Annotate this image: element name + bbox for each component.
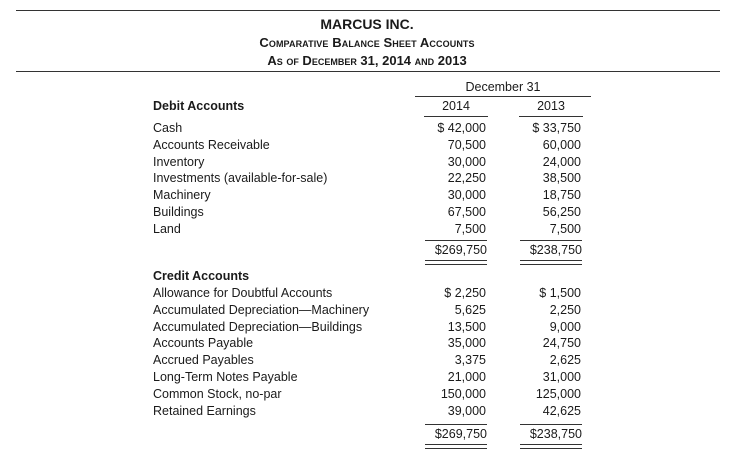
credit-section-heading: Credit Accounts	[153, 269, 250, 283]
table-row	[0, 137, 734, 154]
amount-2014: 13,500	[447, 319, 486, 334]
top-rule	[16, 10, 720, 11]
amount-2014: 35,000	[447, 336, 486, 351]
table-row	[0, 221, 734, 238]
amount-2013: 7,500	[549, 221, 581, 236]
column-rule-2013	[519, 116, 583, 117]
table-row	[0, 403, 734, 420]
account-label: Long-Term Notes Payable	[153, 370, 298, 384]
credit-total-2014: $269,750	[434, 427, 487, 441]
amount-2014: 5,625	[454, 302, 486, 317]
account-label: Accounts Payable	[153, 336, 254, 351]
amount-2013: $ 33,750	[532, 121, 581, 135]
account-label: Cash	[153, 121, 183, 135]
column-header-2014: 2014	[442, 99, 470, 113]
account-label: Land	[153, 221, 181, 236]
amount-2014: $ 42,000	[437, 121, 486, 135]
debit-section-heading: Debit Accounts	[153, 99, 245, 113]
amount-2014: 22,250	[447, 171, 486, 186]
credit-total-2013: $238,750	[529, 427, 582, 441]
company-name: MARCUS INC.	[320, 16, 414, 32]
account-label: Machinery	[153, 188, 211, 203]
amount-2014: 39,000	[447, 403, 486, 418]
credit-double-rule-2014	[425, 444, 487, 449]
amount-2013: 31,000	[542, 370, 581, 384]
amount-2014: 30,000	[447, 188, 486, 203]
table-row	[0, 204, 734, 221]
account-label: Accumulated Depreciation—Buildings	[153, 319, 363, 334]
credit-double-rule-2013	[520, 444, 582, 449]
debit-sum-rule-2014	[425, 240, 487, 241]
debit-sum-rule-2013	[520, 240, 582, 241]
debit-double-rule-2014	[425, 260, 487, 265]
column-rule-2014	[424, 116, 488, 117]
account-label: Accumulated Depreciation—Machinery	[153, 302, 370, 317]
statement-date: As of December 31, 2014 and 2013	[267, 53, 467, 68]
table-row	[0, 170, 734, 187]
amount-2013: 42,625	[542, 403, 581, 418]
account-label: Allowance for Doubtful Accounts	[153, 286, 333, 300]
debit-total-2014: $269,750	[434, 243, 487, 257]
credit-sum-rule-2013	[520, 424, 582, 425]
table-row	[0, 302, 734, 319]
column-group-rule	[415, 96, 591, 97]
amount-2013: 24,000	[542, 154, 581, 169]
table-row	[0, 335, 734, 352]
amount-2013: 18,750	[542, 188, 581, 203]
amount-2014: 21,000	[447, 370, 486, 384]
account-label: Investments (available-for-sale)	[153, 171, 328, 186]
amount-2013: 9,000	[549, 319, 581, 334]
header-rule	[16, 71, 720, 72]
amount-2014: 7,500	[454, 221, 486, 236]
table-row	[0, 352, 734, 369]
column-header-2013: 2013	[537, 99, 565, 113]
amount-2014: 70,500	[447, 137, 486, 152]
table-row	[0, 187, 734, 204]
amount-2013: $ 1,500	[539, 286, 581, 300]
amount-2013: 2,250	[549, 302, 581, 317]
account-label: Accrued Payables	[153, 353, 254, 368]
amount-2014: 67,500	[447, 205, 486, 219]
table-row	[0, 285, 734, 302]
account-label: Common Stock, no-par	[153, 386, 282, 401]
account-label: Accounts Receivable	[153, 137, 270, 152]
account-label: Inventory	[153, 154, 205, 169]
amount-2013: 56,250	[542, 205, 581, 219]
amount-2013: 2,625	[549, 353, 581, 368]
amount-2014: 30,000	[447, 154, 486, 169]
amount-2013: 38,500	[542, 171, 581, 186]
amount-2014: 150,000	[440, 386, 486, 401]
amount-2013: 125,000	[535, 386, 581, 401]
account-label: Buildings	[153, 205, 204, 219]
amount-2013: 24,750	[542, 336, 581, 351]
table-row	[0, 369, 734, 386]
amount-2013: 60,000	[542, 137, 581, 152]
amount-2014: $ 2,250	[444, 286, 486, 300]
account-label: Retained Earnings	[153, 403, 256, 418]
debit-double-rule-2013	[520, 260, 582, 265]
column-group-header: December 31	[465, 80, 541, 94]
table-row	[0, 319, 734, 336]
table-row	[0, 386, 734, 403]
debit-total-2013: $238,750	[529, 243, 582, 257]
credit-sum-rule-2014	[425, 424, 487, 425]
table-row	[0, 120, 734, 137]
statement-title: Comparative Balance Sheet Accounts	[259, 35, 475, 50]
table-row	[0, 154, 734, 171]
amount-2014: 3,375	[454, 353, 486, 368]
